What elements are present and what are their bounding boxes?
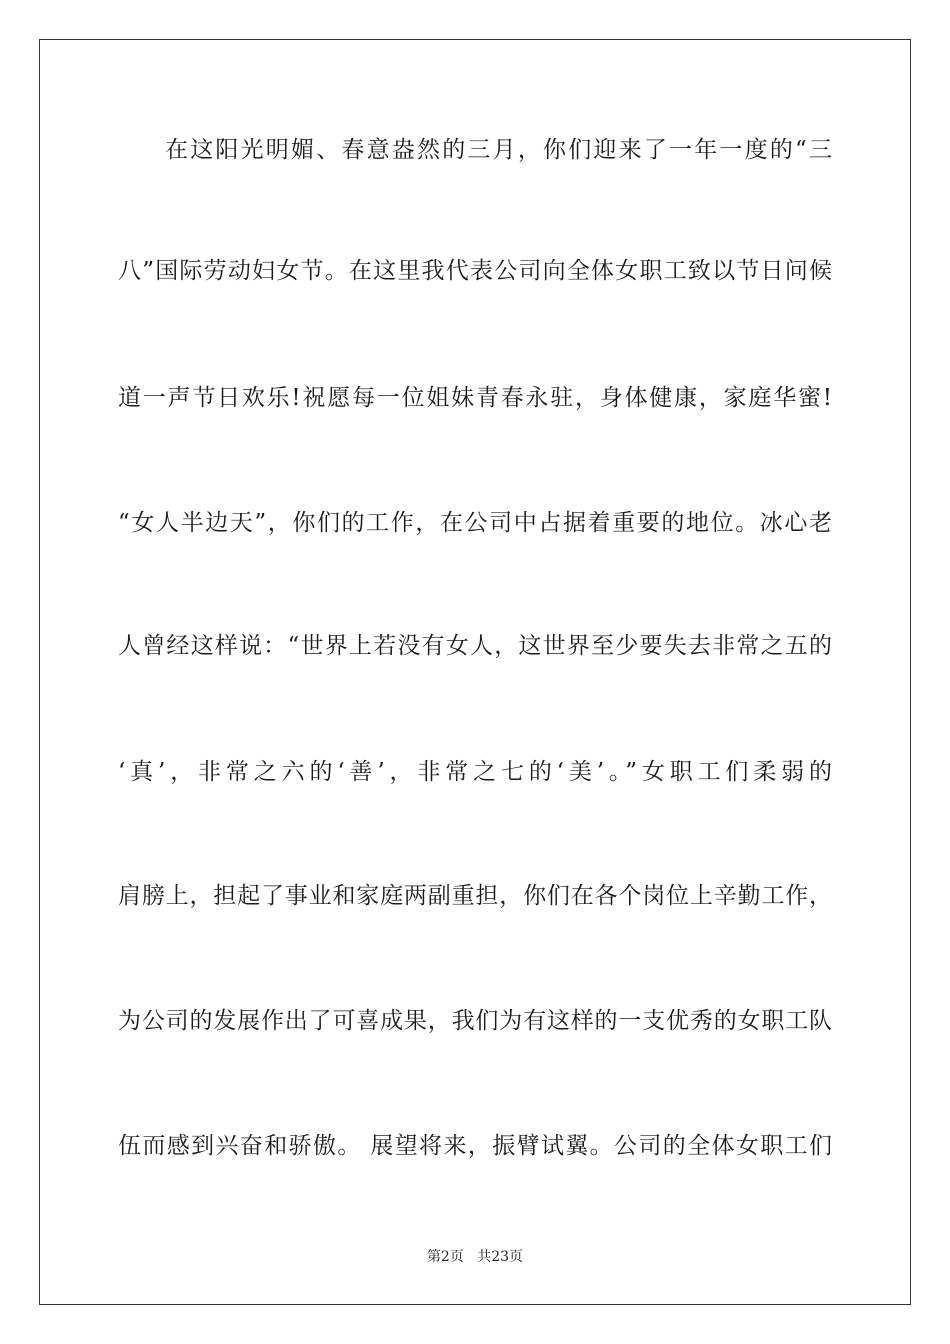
body-text-line: 八”国际劳动妇女节。在这里我代表公司向全体女职工致以节日问候: [118, 258, 832, 284]
body-text-line: 肩膀上，担起了事业和家庭两副重担，你们在各个岗位上辛勤工作，: [118, 883, 832, 909]
page-total: 共23页: [477, 1249, 524, 1265]
body-text-line: 在这阳光明媚、春意盎然的三月，你们迎来了一年一度的“三: [165, 137, 832, 163]
body-text-line: 人曾经这样说：“世界上若没有女人，这世界至少要失去非常之五的: [118, 633, 832, 659]
page-footer: [0, 1247, 950, 1267]
body-text-line: 伍而感到兴奋和骄傲。 展望将来，振臂试翼。公司的全体女职工们: [118, 1133, 832, 1159]
body-text-line: 道一声节日欢乐!祝愿每一位姐妹青春永驻，身体健康，家庭华蜜!: [118, 385, 832, 411]
page-number: 第2页: [426, 1249, 464, 1265]
page-frame: [39, 39, 911, 1305]
body-text-line: ‘真’，非常之六的‘善’，非常之七的‘美’。”女职工们柔弱的: [118, 759, 832, 785]
body-text-line: 为公司的发展作出了可喜成果，我们为有这样的一支优秀的女职工队: [118, 1008, 832, 1034]
body-text-line: “女人半边天”，你们的工作，在公司中占据着重要的地位。冰心老: [118, 510, 832, 536]
